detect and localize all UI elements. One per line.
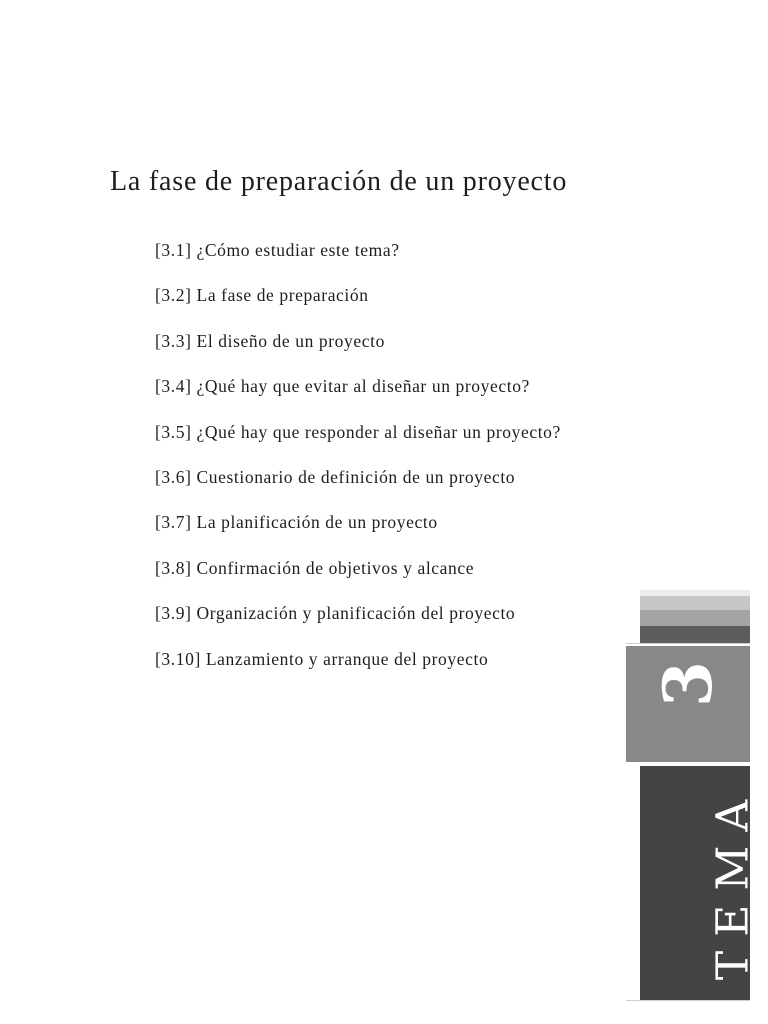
toc-item-label: Cuestionario de definición de un proyecto: [196, 466, 516, 487]
toc-item-number: [3.10]: [155, 648, 201, 669]
toc-item-number: [3.7]: [155, 512, 192, 533]
toc-item-number: [3.8]: [155, 557, 192, 578]
toc-item: [155, 510, 561, 555]
toc-item-label: ¿Cómo estudiar este tema?: [196, 240, 400, 260]
toc-item-number: [3.1]: [155, 240, 192, 260]
toc-item-label: Confirmación de objetivos y alcance: [196, 557, 475, 578]
toc-item: [155, 238, 561, 283]
toc-item-number: [3.2]: [155, 285, 192, 306]
chapter-tab-stripe: [640, 626, 750, 643]
chapter-number: 3: [649, 661, 727, 707]
toc-item-label: Lanzamiento y arranque del proyecto: [205, 648, 489, 669]
toc-item: [155, 283, 561, 328]
toc-item-label: La planificación de un proyecto: [196, 512, 438, 533]
toc-item-number: [3.4]: [155, 376, 192, 397]
page-title: La fase de preparación de un proyecto: [110, 166, 568, 197]
toc-item: [155, 329, 561, 374]
toc-item-label: ¿Qué hay que responder al diseñar un proyecto?: [196, 421, 561, 442]
toc-item-number: [3.9]: [155, 603, 192, 624]
chapter-tab-stripe: [640, 596, 750, 610]
toc-item-label: Organización y planificación del proyecto: [196, 603, 516, 624]
toc-item-label: ¿Qué hay que evitar al diseñar un proyecto?: [196, 376, 530, 397]
chapter-tab-stripe: [640, 610, 750, 626]
chapter-label: TEMA: [707, 785, 759, 981]
toc-item: [155, 374, 561, 419]
toc-item-number: [3.5]: [155, 421, 192, 442]
toc-item: [155, 601, 561, 646]
toc-item-label: La fase de preparación: [196, 285, 369, 306]
table-of-contents: [155, 238, 561, 692]
toc-item: [155, 556, 561, 601]
toc-item: [155, 465, 561, 510]
toc-item-number: [3.6]: [155, 466, 192, 487]
divider: [626, 1000, 750, 1001]
toc-item: [155, 647, 561, 692]
chapter-number-block: [626, 646, 750, 762]
toc-item-label: El diseño de un proyecto: [196, 330, 385, 351]
toc-item-number: [3.3]: [155, 330, 192, 351]
chapter-label-block: [640, 766, 759, 1000]
toc-item: [155, 420, 561, 465]
